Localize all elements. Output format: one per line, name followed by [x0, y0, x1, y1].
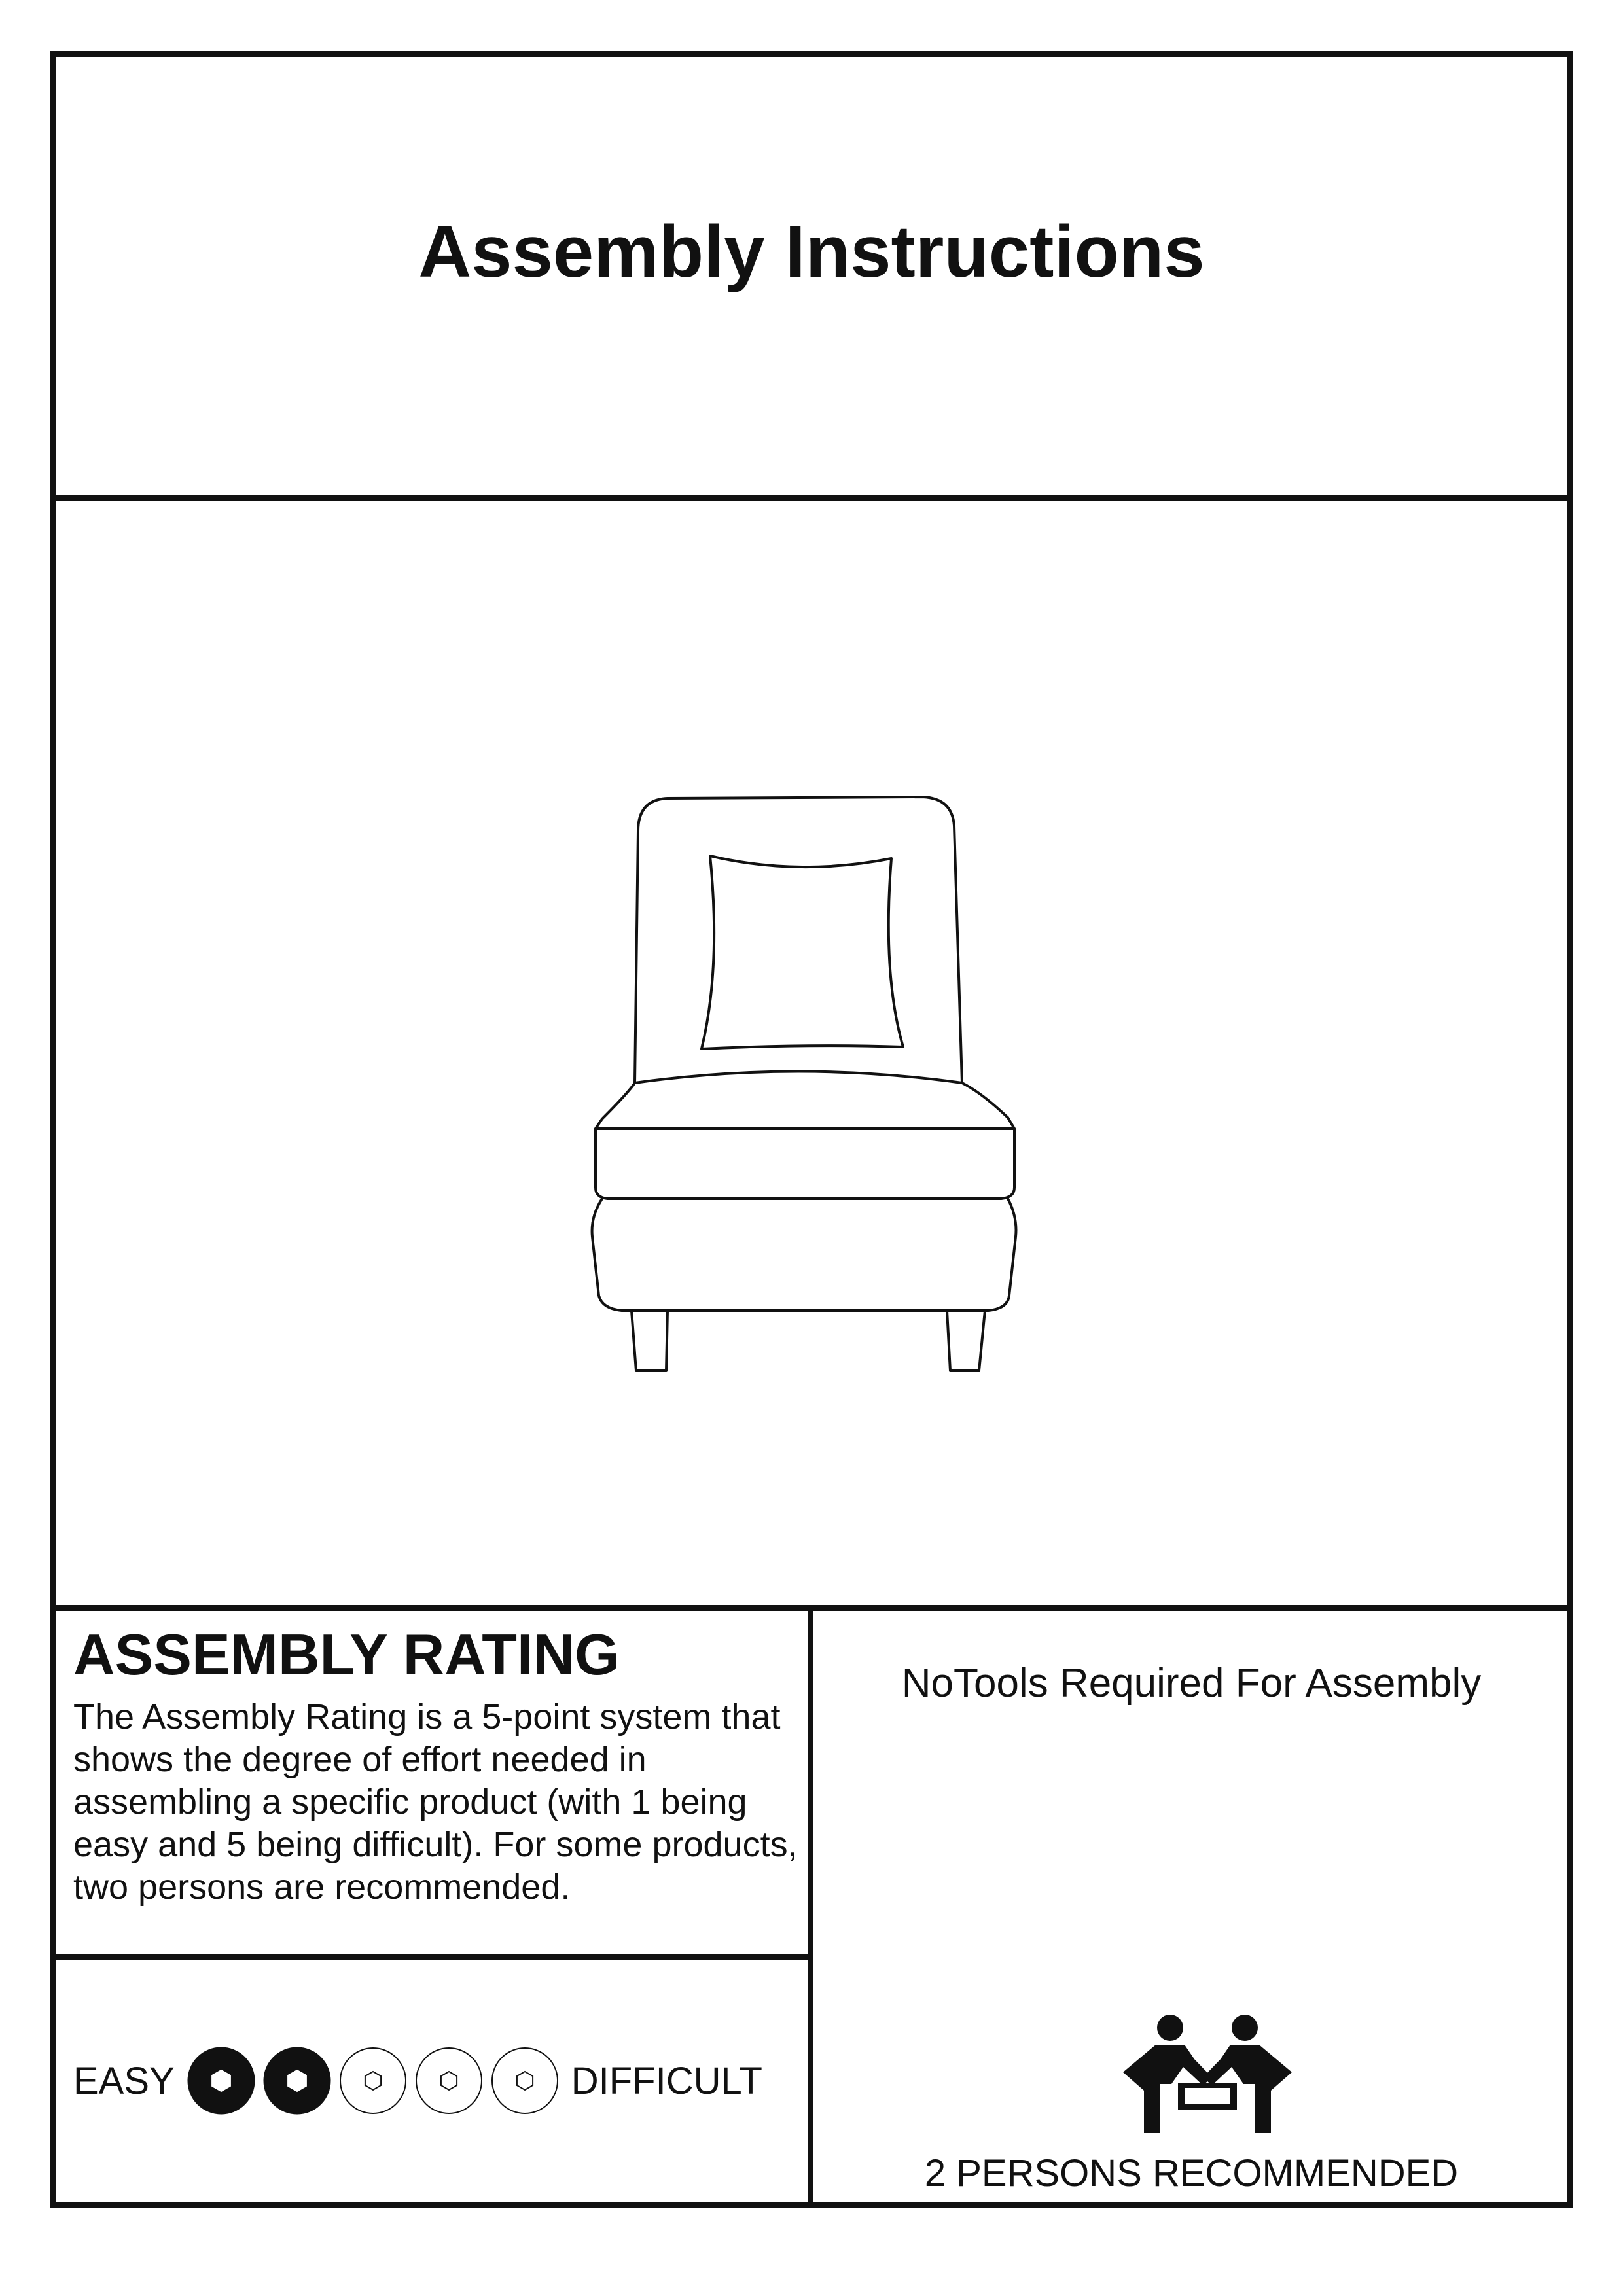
- persons-recommended-label: 2 PERSONS RECOMMENDED: [924, 2152, 1459, 2195]
- scale-difficult-label: DIFFICULT: [571, 2059, 762, 2102]
- assembly-rating-scale: [73, 2041, 813, 2120]
- rating-heading: ASSEMBLY RATING: [73, 1622, 620, 1687]
- rating-dot-empty: [337, 2045, 409, 2117]
- rating-dot-filled: [185, 2045, 257, 2117]
- rating-dot-empty: [413, 2045, 485, 2117]
- scale-easy-label: EASY: [73, 2059, 175, 2102]
- two-persons-lifting-box-icon: [1119, 2012, 1296, 2143]
- rating-description: The Assembly Rating is a 5-point system that shows the degree of effort needed in assembling a specific product (with 1 being easy and 5 being difficult). For some products, two persons are recommended.: [73, 1697, 798, 1907]
- no-tools-note: NoTools Required For Assembly: [901, 1661, 1482, 1706]
- header-divider: [50, 495, 1573, 501]
- page-title: Assembly Instructions: [418, 211, 1205, 292]
- rating-dots: [185, 2045, 561, 2117]
- rating-dot-empty: [489, 2045, 561, 2117]
- rating-dot-filled: [261, 2045, 333, 2117]
- rating-divider: [50, 1954, 813, 1960]
- chair-illustration: [576, 785, 1034, 1387]
